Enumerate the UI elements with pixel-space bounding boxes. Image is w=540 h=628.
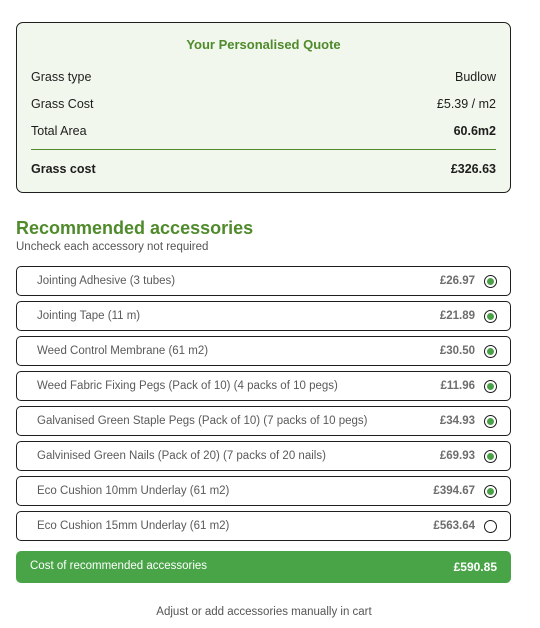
- accessory-row[interactable]: [16, 406, 511, 436]
- accessories-total-value: £590.85: [453, 560, 497, 574]
- quote-row-grass-type: [31, 70, 496, 88]
- accessories-total-bar: [16, 551, 511, 583]
- grass-cost-label: Grass cost: [31, 162, 96, 176]
- accessory-row[interactable]: [16, 301, 511, 331]
- accessory-row[interactable]: [16, 476, 511, 506]
- accessory-name: Galvinised Green Nails (Pack of 20) (7 packs of 20 nails): [37, 450, 326, 462]
- quote-value: 60.6m2: [453, 124, 496, 138]
- radio-checked-icon[interactable]: [484, 380, 497, 393]
- quote-value: Budlow: [455, 70, 496, 84]
- radio-unchecked-icon[interactable]: [484, 520, 497, 533]
- accessory-price: £34.93: [439, 415, 475, 427]
- quote-label: Grass type: [31, 70, 92, 84]
- quote-label: Total Area: [31, 124, 87, 138]
- accessory-price: £26.97: [439, 275, 475, 287]
- radio-checked-icon[interactable]: [484, 485, 497, 498]
- quote-row-grass-cost: [31, 97, 496, 115]
- accessories-subtitle: Uncheck each accessory not required: [16, 241, 209, 253]
- accessories-total-label: Cost of recommended accessories: [30, 560, 208, 572]
- accessory-row[interactable]: [16, 266, 511, 296]
- accessory-row[interactable]: [16, 511, 511, 541]
- accessory-price: £394.67: [433, 485, 475, 497]
- quote-panel: [16, 22, 511, 193]
- accessory-name: Eco Cushion 15mm Underlay (61 m2): [37, 520, 230, 532]
- accessory-row[interactable]: [16, 371, 511, 401]
- accessory-name: Weed Control Membrane (61 m2): [37, 345, 209, 357]
- accessory-price: £30.50: [439, 345, 475, 357]
- accessory-price: £11.96: [440, 380, 475, 392]
- radio-checked-icon[interactable]: [484, 345, 497, 358]
- radio-checked-icon[interactable]: [484, 275, 497, 288]
- accessory-price: £21.89: [439, 310, 475, 322]
- quote-divider: [31, 149, 496, 150]
- radio-checked-icon[interactable]: [484, 310, 497, 323]
- quote-title: Your Personalised Quote: [186, 37, 341, 52]
- accessory-row[interactable]: [16, 336, 511, 366]
- quote-value: £5.39 / m2: [436, 97, 496, 111]
- accessory-name: Jointing Adhesive (3 tubes): [37, 275, 176, 287]
- quote-row-total-area: [31, 124, 496, 142]
- accessory-name: Jointing Tape (11 m): [37, 310, 141, 322]
- accessory-name: Eco Cushion 10mm Underlay (61 m2): [37, 485, 230, 497]
- accessories-heading: Recommended accessories: [16, 218, 254, 238]
- accessory-price: £563.64: [433, 520, 475, 532]
- accessory-name: Weed Fabric Fixing Pegs (Pack of 10) (4 packs of 10 pegs): [37, 380, 338, 392]
- adjust-in-cart-link[interactable]: Adjust or add accessories manually in cart: [156, 606, 372, 618]
- accessory-row[interactable]: [16, 441, 511, 471]
- accessory-price: £69.93: [439, 450, 475, 462]
- quote-label: Grass Cost: [31, 97, 94, 111]
- grass-cost-value: £326.63: [450, 162, 496, 176]
- quote-row-grass-total: [31, 162, 496, 180]
- radio-checked-icon[interactable]: [484, 450, 497, 463]
- radio-checked-icon[interactable]: [484, 415, 497, 428]
- accessory-name: Galvanised Green Staple Pegs (Pack of 10) (7 packs of 10 pegs): [37, 415, 368, 427]
